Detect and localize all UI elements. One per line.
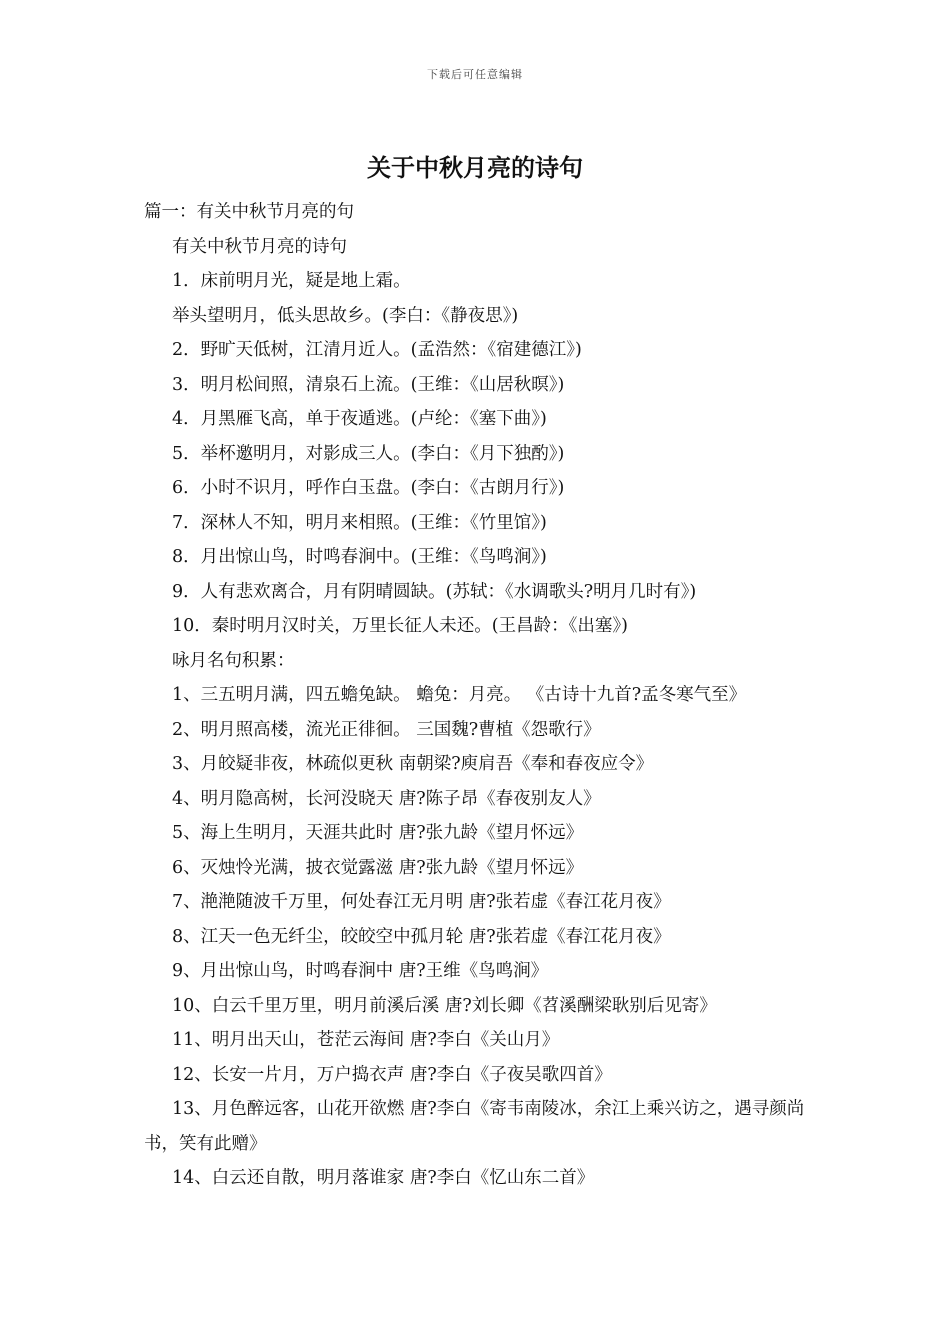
quote-line: 3、月皎疑非夜，林疏似更秋 南朝梁?庾肩吾《奉和春夜应令》	[172, 754, 654, 774]
quote-line: 5、海上生明月，天涯共此时 唐?张九龄《望月怀远》	[172, 823, 584, 843]
poem-line: 4．月黑雁飞高，单于夜遁逃。(卢纶：《塞下曲》)	[172, 409, 547, 429]
quote-line-wrapped: 13、月色醉远客，山花开欲燃 唐?李白《寄韦南陵冰，余江上乘兴访之，遇寻颜尚书，笑有此赠》	[144, 1099, 805, 1154]
quote-line: 8、江天一色无纤尘，皎皎空中孤月轮 唐?张若虚《春江花月夜》	[172, 926, 671, 947]
poem-line: 5．举杯邀明月，对影成三人。(李白：《月下独酌》)	[172, 443, 565, 464]
poem-line: 10．秦时明月汉时关，万里长征人未还。(王昌龄：《出塞》)	[172, 616, 628, 636]
quote-line: 7、滟滟随波千万里，何处春江无月明 唐?张若虚《春江花月夜》	[172, 892, 671, 912]
header-note: 下载后可任意编辑	[427, 68, 523, 81]
poem-line: 1．床前明月光，疑是地上霜。	[172, 271, 411, 291]
quote-line: 9、月出惊山鸟，时鸣春涧中 唐?王维《鸟鸣涧》	[172, 961, 549, 981]
quote-line: 2、明月照高楼，流光正徘徊。 三国魏?曹植《怨歌行》	[172, 719, 601, 740]
poem-line: 7．深林人不知，明月来相照。(王维：《竹里馆》)	[172, 512, 547, 533]
poem-line: 8．月出惊山鸟，时鸣春涧中。(王维：《鸟鸣涧》)	[172, 547, 547, 567]
quote-line: 10、白云千里万里，明月前溪后溪 唐?刘长卿《苕溪酬梁耿别后见寄》	[172, 995, 717, 1016]
subheading: 咏月名句积累：	[172, 650, 295, 671]
poem-line: 2．野旷天低树，江清月近人。(孟浩然：《宿建德江》)	[172, 340, 582, 360]
poem-line: 6．小时不识月，呼作白玉盘。(李白：《古朗月行》)	[172, 478, 565, 498]
quote-line: 12、长安一片月，万户捣衣声 唐?李白《子夜吴歌四首》	[172, 1064, 612, 1085]
quote-line: 11、明月出天山，苍茫云海间 唐?李白《关山月》	[172, 1030, 560, 1050]
poem-line: 9．人有悲欢离合，月有阴晴圆缺。(苏轼：《水调歌头?明月几时有》)	[172, 581, 697, 602]
document-title: 关于中秋月亮的诗句	[367, 153, 583, 182]
poem-line: 举头望明月，低头思故乡。(李白：《静夜思》)	[172, 305, 519, 326]
poem-line: 3．明月松间照，清泉石上流。(王维：《山居秋暝》)	[172, 374, 565, 395]
quote-line: 14、白云还自散，明月落谁家 唐?李白《忆山东二首》	[172, 1168, 595, 1188]
subheading: 有关中秋节月亮的诗句	[172, 236, 347, 257]
document-body	[144, 195, 814, 1196]
quote-line: 6、灭烛怜光满，披衣觉露滋 唐?张九龄《望月怀远》	[172, 857, 584, 878]
quote-line: 1、三五明月满，四五蟾兔缺。 蟾兔：月亮。 《古诗十九首?孟冬寒气至》	[172, 685, 747, 705]
section-heading: 篇一：有关中秋节月亮的句	[144, 202, 354, 222]
quote-line: 4、明月隐高树，长河没晓天 唐?陈子昂《春夜别友人》	[172, 788, 601, 809]
